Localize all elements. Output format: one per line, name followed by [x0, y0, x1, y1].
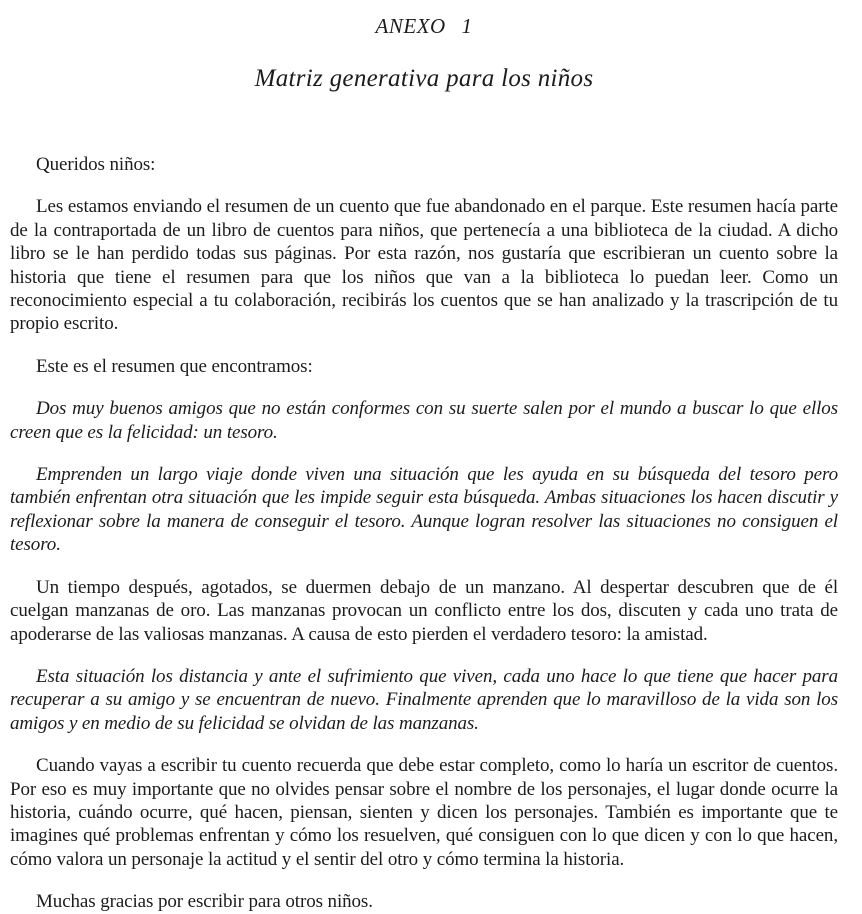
paragraph-summary-1: Dos muy buenos amigos que no están conformes con su suerte salen por el mundo a buscar lo que ellos creen que es la felicidad: un tesoro. [10, 398, 838, 443]
paragraph-instructions: Cuando vayas a escribir tu cuento recuerda que debe estar completo, como lo haría un escritor de cuentos. Por eso es muy importante que no olvides pensar sobre el nombre de los personajes, el lugar donde ocurre la historia, cuándo ocurre, qué hacen, piensan, sienten y dicen los personajes. También es importante que te imagines qué problemas enfrentan y cómo los resuelven, qué consiguen con lo que dicen y con lo que hacen, cómo valora un personaje la actitud y el sentir del otro y cómo termina la historia. [10, 755, 838, 870]
paragraph-summary-2: Emprenden un largo viaje donde viven una situación que les ayuda en su búsqueda del tesoro pero también enfrentan otra situación que les impide seguir esta búsqueda. Ambas situaciones los hacen discutir y reflexionar sobre la manera de conseguir el tesoro. Aunque logran resolver las situaciones no consiguen el tesoro. [10, 464, 838, 556]
paragraph-greeting: Queridos niños: [36, 154, 156, 175]
page-title: ANEXO 1 [375, 14, 473, 38]
document-body [10, 153, 838, 914]
paragraph-summary-3: Un tiempo después, agotados, se duermen debajo de un manzano. Al despertar descubren que de él cuelgan manzanas de oro. Las manzanas provocan un conflicto entre los dos, discuten y cada uno trata de apoderarse de las valiosas manzanas. A causa de esto pierden el verdadero tesoro: la amistad. [10, 576, 838, 645]
paragraph-summary-lead: Este es el resumen que encontramos: [36, 355, 313, 377]
page-subtitle: Matriz generativa para los niños [254, 65, 594, 92]
paragraph-intro: Les estamos enviando el resumen de un cuento que fue abandonado en el parque. Este resumen hacía parte de la contraportada de un libro de cuentos para niños, que pertenecía a una biblioteca de la ciudad. A dicho libro se le han perdido todas sus páginas. Por esta razón, nos gustaría que escribieran un cuento sobre la historia que tiene el resumen para que los niños que van a la biblioteca lo puedan leer. Como un reconocimiento especial a tu colaboración, recibirás los cuentos que se han analizado y la trascripción de tu propio escrito. [10, 196, 838, 335]
paragraph-summary-4: Esta situación los distancia y ante el sufrimiento que viven, cada uno hace lo que tiene que hacer para recuperar a su amigo y se encuentran de nuevo. Finalmente aprenden que lo maravilloso de la vida son los amigos y en medio de su felicidad se olvidan de las manzanas. [10, 665, 838, 734]
paragraph-thanks: Muchas gracias por escribir para otros niños. [36, 891, 373, 913]
